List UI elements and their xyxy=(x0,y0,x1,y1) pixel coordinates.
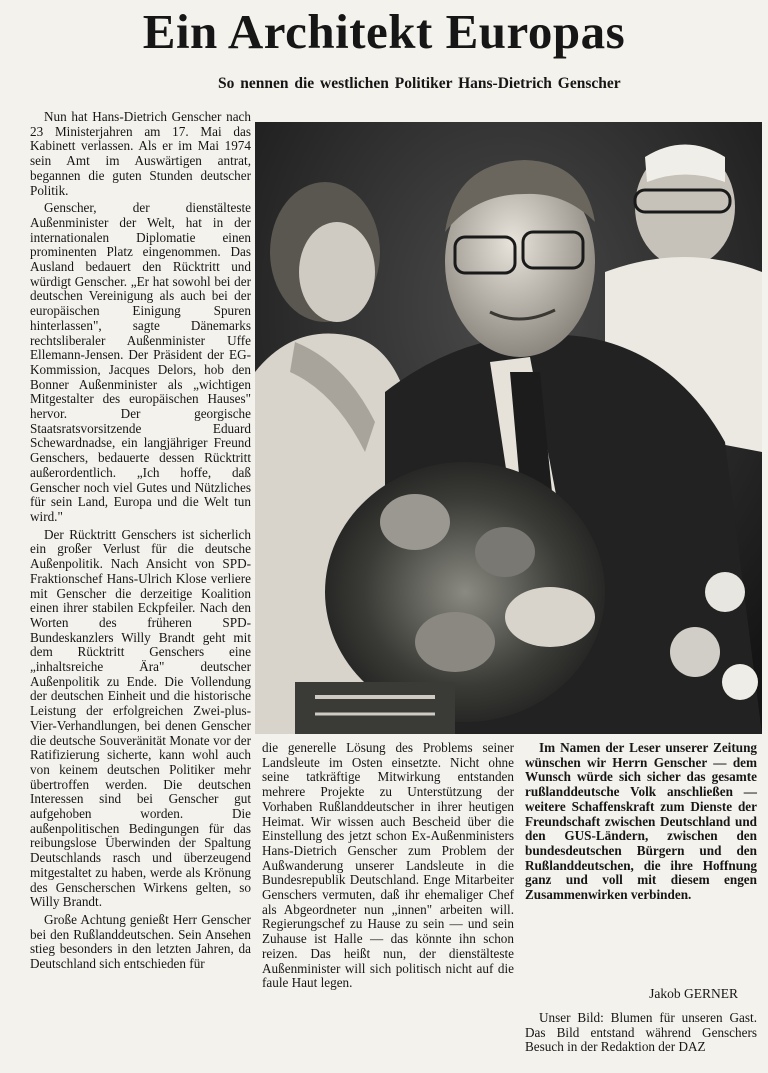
paragraph: Nun hat Hans-Dietrich Genscher nach 23 Ministerjahren am 17. Mai das Kabinett verlassen. Als er im Mai 1974 sein Amt im Auswärtigen antrat, begannen die guten Stunden deutscher Politik. xyxy=(30,109,251,198)
subtitle: So nennen die westlichen Politiker Hans-Dietrich Genscher xyxy=(218,75,621,92)
caption-text: Unser Bild: Blumen für unseren Gast. Das Bild entstand während Genschers Besuch in der Redaktion der DAZ xyxy=(525,1010,757,1055)
article-column-left xyxy=(30,110,251,975)
article-column-right xyxy=(525,741,757,906)
article-column-middle xyxy=(262,741,514,994)
paragraph: die generelle Lösung des Problems seiner Landsleute im Osten einsetzte. Nicht ohne seine tatkräftige Mitwirkung entstanden mehrere Projekte zu Unterstützung der Vorhaben Rußlanddeutscher in ihrer heutigen Heimat. Wir wissen auch Bescheid über die Einstellung des jetzt schon Ex-Außenministers Hans-Dietrich Genscher zum Problem der Außwanderung unserer Landsleute in die Bundesrepublik Deutschland. Enge Mitarbeiter Genschers vermuten, daß ihr ehemaliger Chef als Abgeordneter nun „innen" arbeiten will. Regierungschef zu Hause zu sein — und sein Zuhause ist Halle — das könnte ihn schon reizen. Das heißt nun, der dienstälteste Außenminister will sich politisch nicht auf die faule Haut legen. xyxy=(262,740,514,991)
paragraph: Der Rücktritt Genschers ist sicherlich ein großer Verlust für die deutsche Außenpolitik. Nach Ansicht von SPD-Fraktionschef Hans-Ulrich Klose verliere mit Genscher die derzeitige Koalition einen ihrer stabilen Eckpfeiler. Nach den Worten des früheren SPD-Bundeskanzlers Willy Brandt geht mit dem Rücktritt Genschers eine „inhaltsreiche Ära" deutscher Außenpolitik zu Ende. Die Vollendung der deutschen Einheit und die historische Leistung der erfolgreichen Zwei-plus-Vier-Verhandlungen, bei denen Genscher die deutsche Souveränität Monate vor der Ratifizierung sicherte, kann wohl auch von keinem deutschen Politiker mehr übertroffen werden. Die deutschen Interessen sind bei Genscher gut aufgehoben worden. Die außenpolitischen Bedingungen für das reibungslose Überwinden der Spaltung Deutschlands rasch und überzeugend mitgestaltet zu haben, werde als Krönung des Genscherschen Wirkens gelten, so Willy Brandt. xyxy=(30,526,251,910)
paragraph: Im Namen der Leser unserer Zeitung wünschen wir Herrn Genscher — dem Wunsch würde sich sicher das gesamte rußlanddeutsche Volk anschließen — weitere Schaffenskraft zum Dienste der Freundschaft zwischen Deutschland und den GUS-Ländern, zwischen den bundesdeutschen Bürgern und den Rußlanddeutschen, die ihre Hoffnung ganz und voll mit diesem engen Zusammenwirken verbinden. xyxy=(525,740,757,903)
paragraph: Genscher, der dienstälteste Außenminister der Welt, hat in der internationalen Diplomatie einen prominenten Platz eingenommen. Das Ausland bedauert den Rücktritt und würdigt Genscher. „Er hat sowohl bei der deutschen Vereinigung als auch bei der europäischen Einigung Spuren hinterlassen", sagte Dänemarks rechtsliberaler Außenminister Uffe Ellemann-Jensen. Der Präsident der EG-Kommission, Jacques Delors, hob den Bonner Außenminister als „wichtigen Mitgestalter des europäischen Hauses" hervor. Der georgische Staatsratsvorsitzende Eduard Schewardnadse, ein langjähriger Freund Genschers, bedauerte dessen Rücktritt außerordentlich. „Ich hoffe, daß Genscher noch viel Gutes und Nützliches für sein Land, Europa und die Welt tun wird." xyxy=(30,200,251,524)
article-photo xyxy=(255,122,762,734)
photo-caption xyxy=(525,1011,757,1055)
byline: Jakob GERNER xyxy=(649,986,738,1001)
photo-illustration xyxy=(255,122,762,734)
paragraph: Große Achtung genießt Herr Genscher bei den Rußlanddeutschen. Sein Ansehen stieg besonders in den letzten Jahren, da Deutschland sich entschieden für xyxy=(30,911,251,972)
headline: Ein Architekt Europas xyxy=(142,4,626,59)
